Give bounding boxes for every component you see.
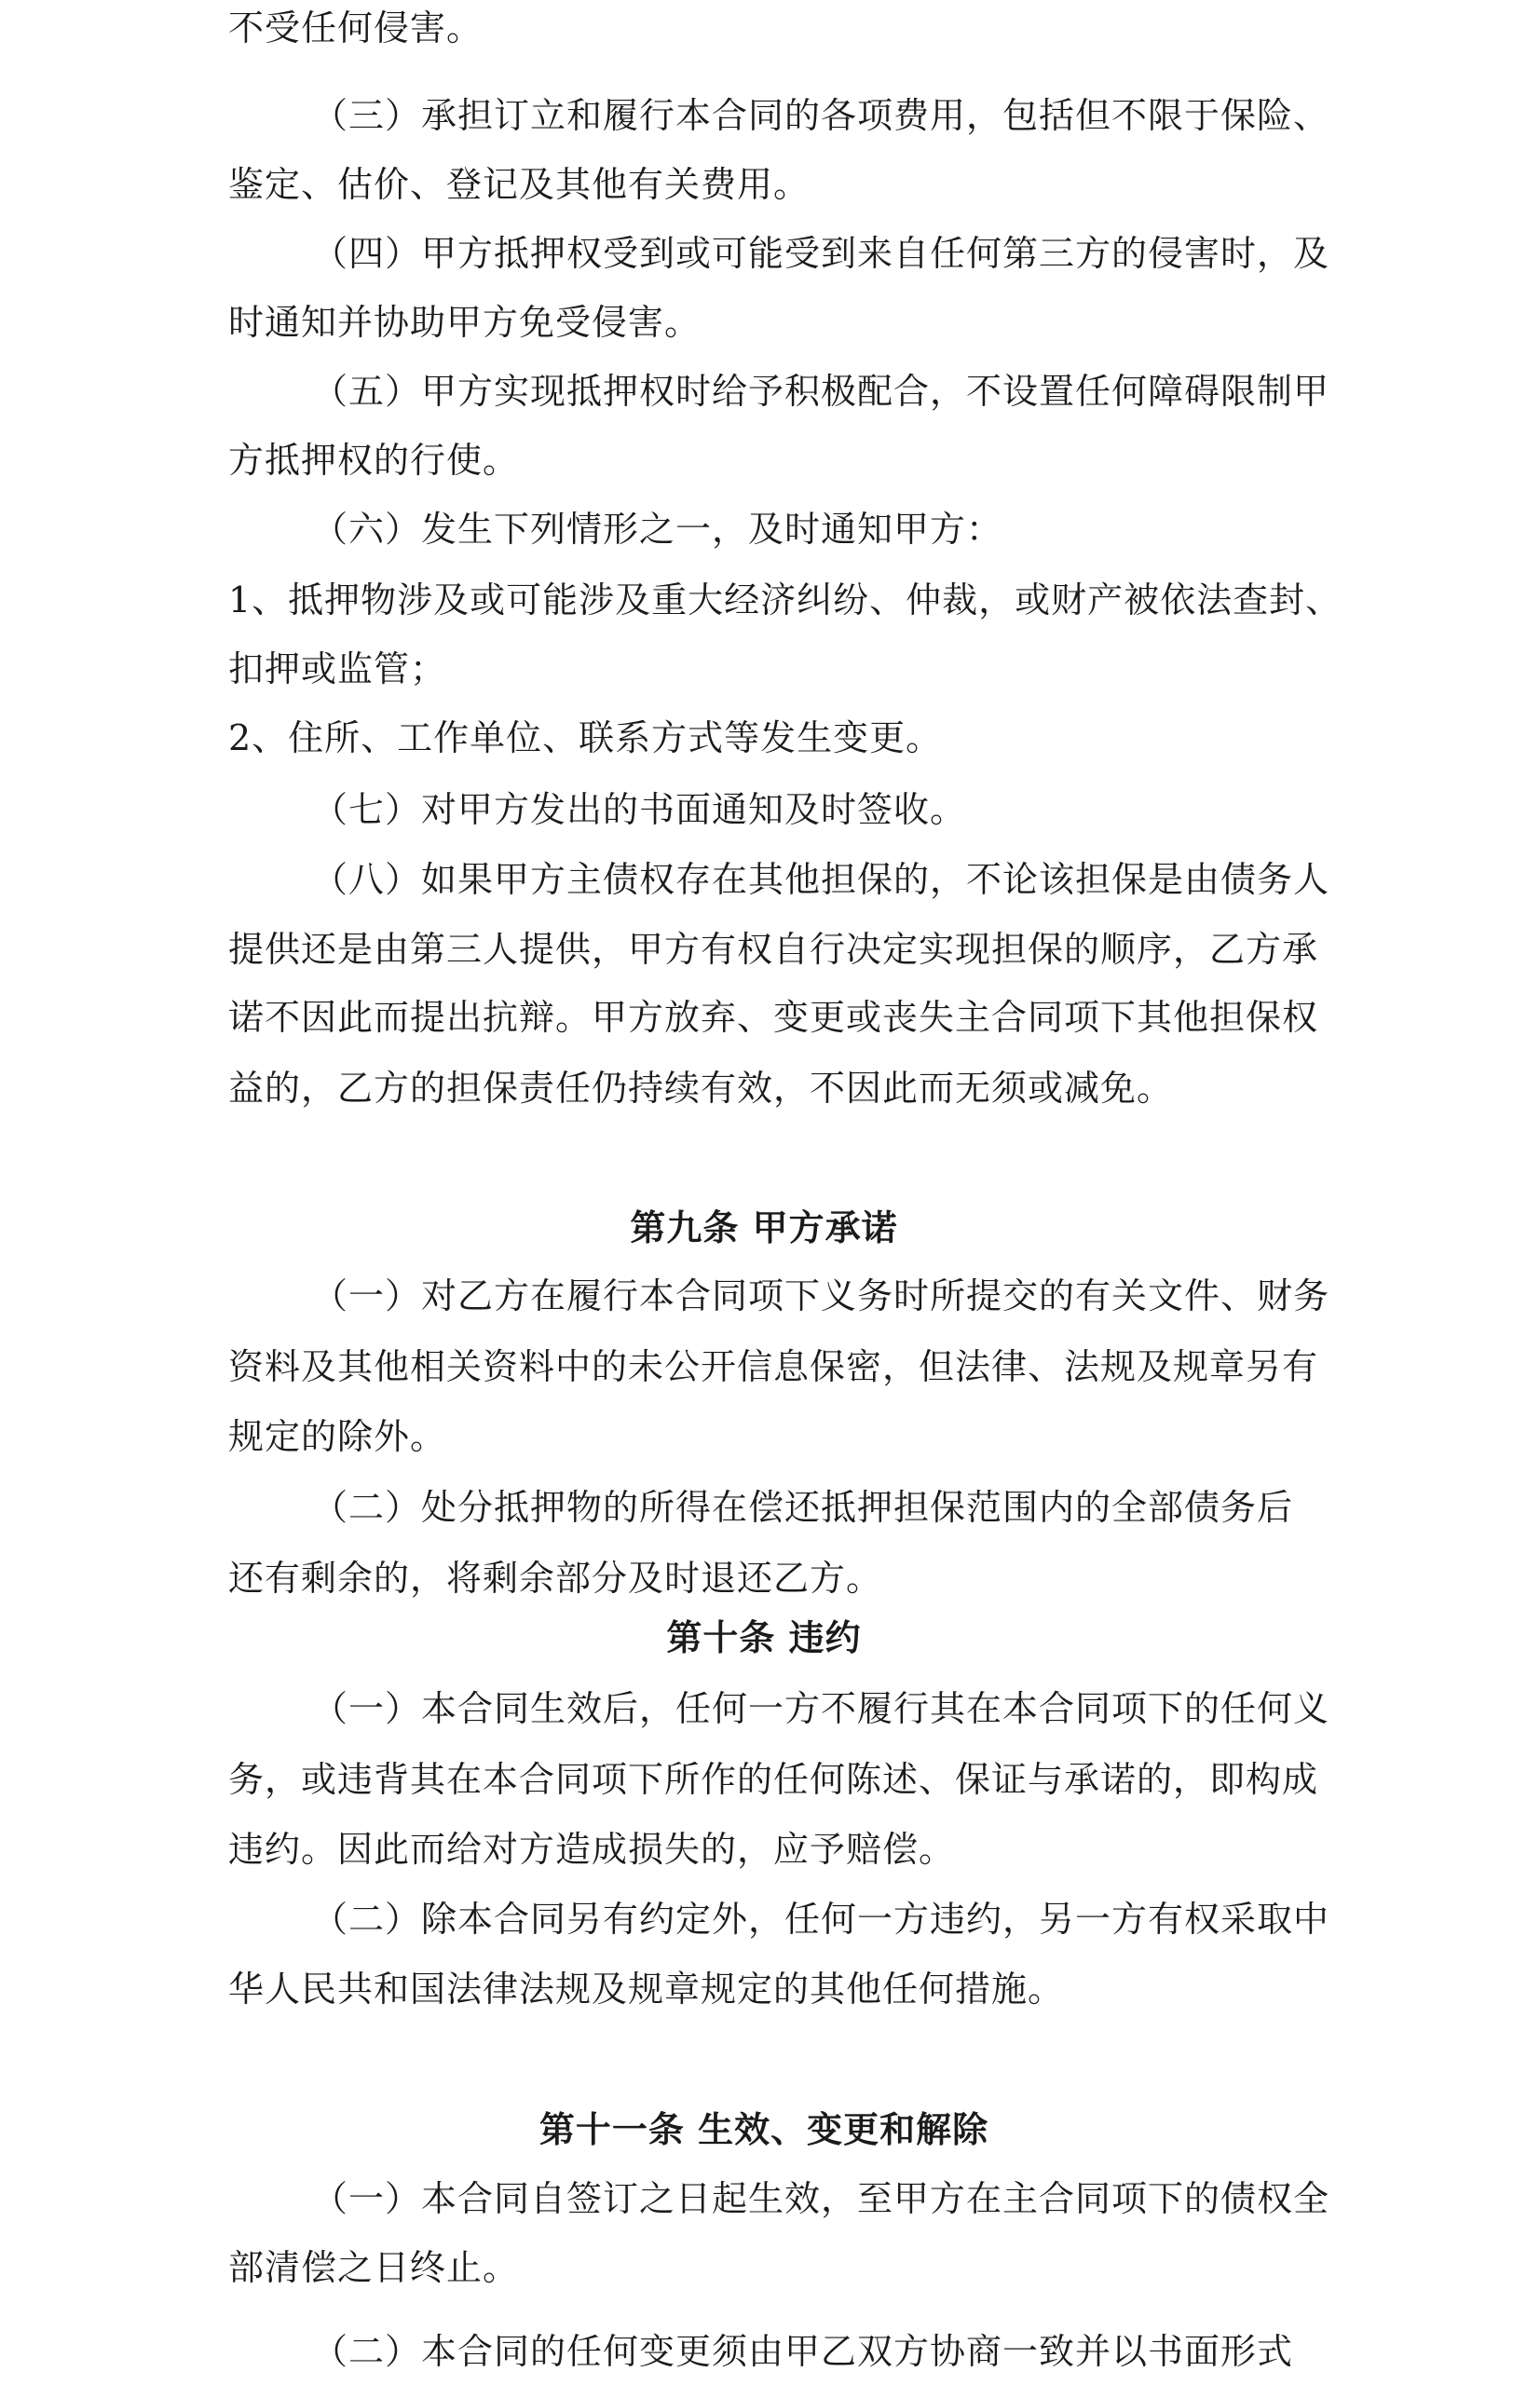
text-line: 华人民共和国法律法规及规章规定的其他任何措施。 (228, 1969, 1065, 2010)
text-line: 益的，乙方的担保责任仍持续有效，不因此而无须或减免。 (228, 1068, 1174, 1109)
text-line: 2、住所、工作单位、联系方式等发生变更。 (228, 717, 943, 758)
text-line: 扣押或监管； (228, 648, 447, 689)
text-line: 还有剩余的，将剩余部分及时退还乙方。 (228, 1558, 883, 1599)
text-line: 规定的除外。 (228, 1416, 447, 1457)
text-line: 资料及其他相关资料中的未公开信息保密，但法律、法规及规章另有 (228, 1346, 1319, 1387)
text-line: 方抵押权的行使。 (228, 440, 520, 481)
text-line: 鉴定、估价、登记及其他有关费用。 (228, 164, 811, 205)
text-line: （八）如果甲方主债权存在其他担保的，不论该担保是由债务人 (312, 859, 1330, 900)
section-heading: 第九条 甲方承诺 (630, 1206, 898, 1248)
text-line: （二）除本合同另有约定外，任何一方违约，另一方有权采取中 (312, 1899, 1330, 1940)
text-line: 提供还是由第三人提供，甲方有权自行决定实现担保的顺序，乙方承 (228, 929, 1319, 970)
text-line: （六）发生下列情形之一，及时通知甲方： (312, 509, 1003, 550)
text-line: （一）本合同生效后，任何一方不履行其在本合同项下的任何义 (312, 1688, 1330, 1729)
text-line: （三）承担订立和履行本合同的各项费用，包括但不限于保险、 (312, 95, 1330, 136)
text-line: 诺不因此而提出抗辩。甲方放弃、变更或丧失主合同项下其他担保权 (228, 997, 1319, 1038)
text-line: （一）本合同自签订之日起生效，至甲方在主合同项下的债权全 (312, 2178, 1330, 2219)
text-line: 时通知并协助甲方免受侵害。 (228, 302, 702, 343)
text-line: （二）处分抵押物的所得在偿还抵押担保范围内的全部债务后 (312, 1487, 1294, 1528)
text-line: （五）甲方实现抵押权时给予积极配合，不设置任何障碍限制甲 (312, 371, 1330, 412)
text-line: 1、抵押物涉及或可能涉及重大经济纠纷、仲裁，或财产被依法查封、 (228, 579, 1342, 620)
section-heading: 第十一条 生效、变更和解除 (538, 2108, 989, 2150)
section-heading: 第十条 违约 (666, 1616, 862, 1658)
text-line: （四）甲方抵押权受到或可能受到来自任何第三方的侵害时，及 (312, 233, 1330, 274)
text-line: 务，或违背其在本合同项下所作的任何陈述、保证与承诺的，即构成 (228, 1759, 1319, 1800)
text-line: （二）本合同的任何变更须由甲乙双方协商一致并以书面形式 (312, 2331, 1294, 2372)
text-line: 违约。因此而给对方造成损失的，应予赔偿。 (228, 1829, 956, 1870)
text-line: （一）对乙方在履行本合同项下义务时所提交的有关文件、财务 (312, 1275, 1330, 1316)
text-line: 不受任何侵害。 (228, 7, 484, 48)
text-line: （七）对甲方发出的书面通知及时签收。 (312, 789, 967, 830)
text-line: 部清偿之日终止。 (228, 2247, 520, 2288)
